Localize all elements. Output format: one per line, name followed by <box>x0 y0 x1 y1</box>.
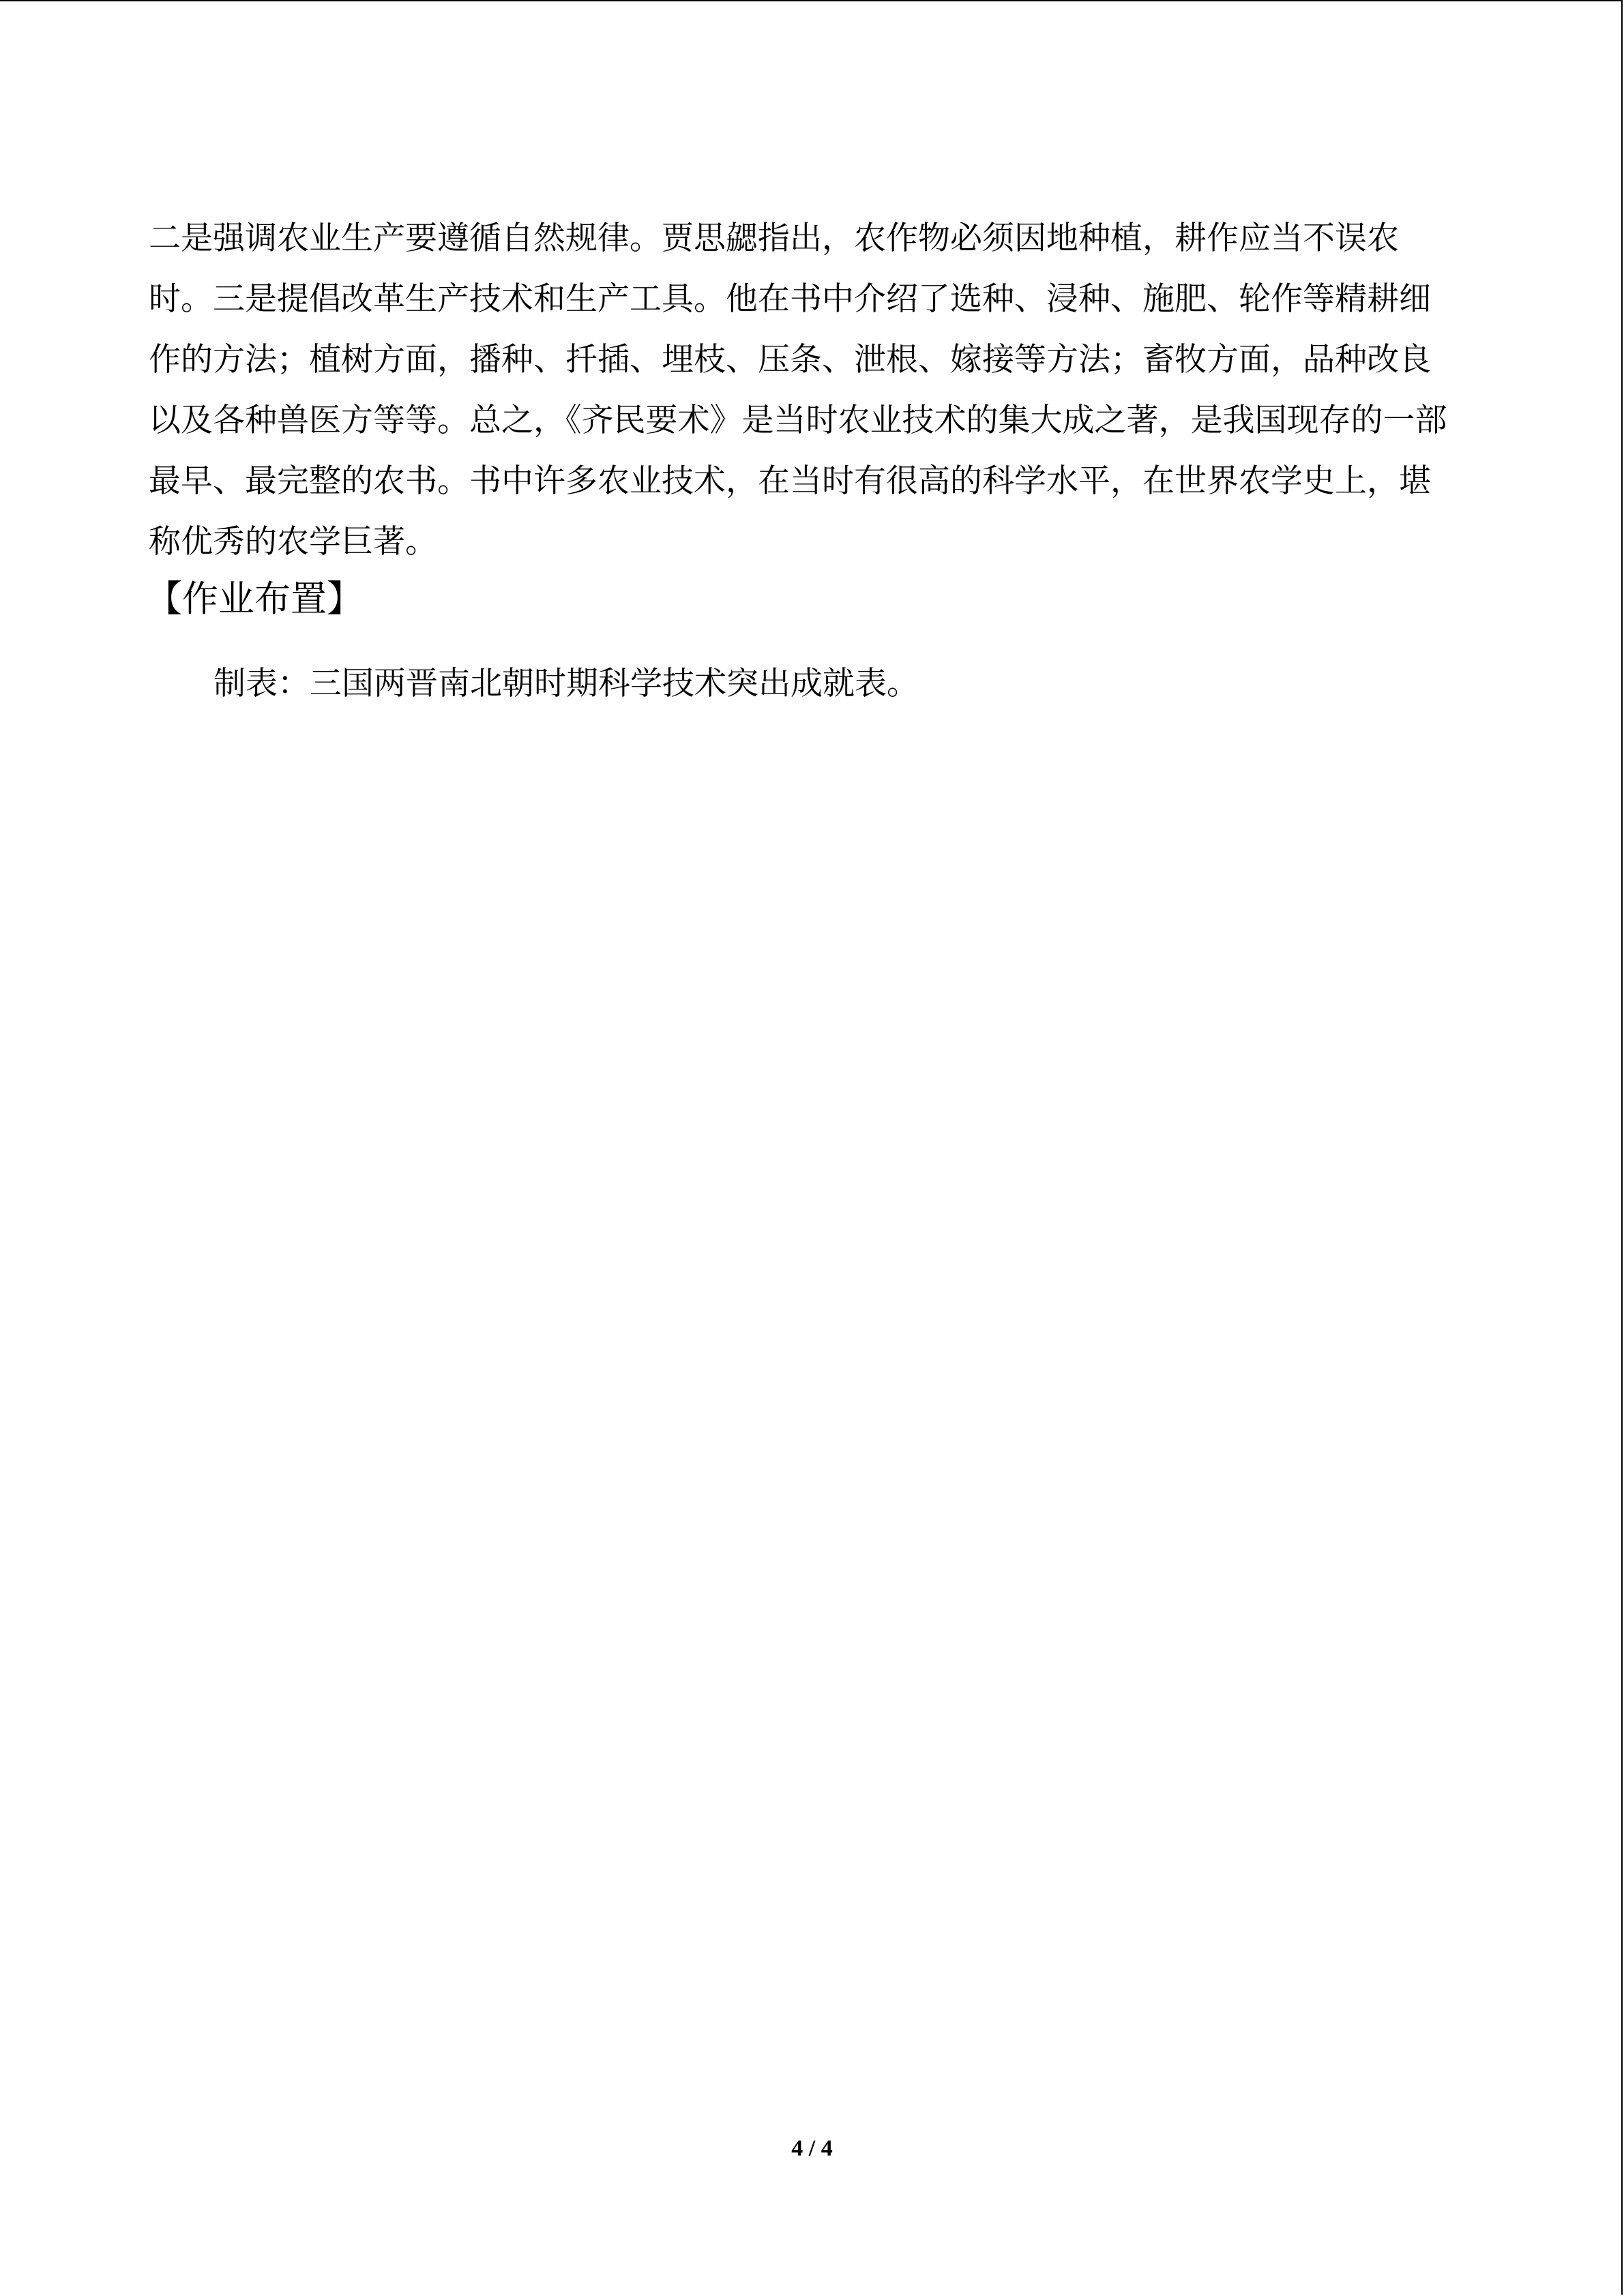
body-line: 二是强调农业生产要遵循自然规律。贾思勰指出，农作物必须因地种植，耕作应当不误农 <box>149 220 1399 257</box>
body-line: 称优秀的农学巨著。 <box>149 523 437 561</box>
homework-assignment-text: 制表：三国两晋南北朝时期科学技术突出成就表。 <box>213 665 919 702</box>
section-heading-homework: 【作业布置】 <box>146 578 363 620</box>
body-line: 作的方法；植树方面，播种、扦插、埋枝、压条、泄根、嫁接等方法；畜牧方面，品种改良 <box>149 341 1431 378</box>
body-paragraph <box>149 208 1486 572</box>
body-line: 以及各种兽医方等等。总之，《齐民要术》是当时农业技术的集大成之著，是我国现存的一部 <box>149 402 1447 439</box>
body-line: 最早、最完整的农书。书中许多农业技术，在当时有很高的科学水平，在世界农学史上，堪 <box>149 462 1431 500</box>
page-number: 4 / 4 <box>791 2136 833 2161</box>
body-line: 时。三是提倡改革生产技术和生产工具。他在书中介绍了选种、浸种、施肥、轮作等精耕细 <box>149 280 1431 318</box>
